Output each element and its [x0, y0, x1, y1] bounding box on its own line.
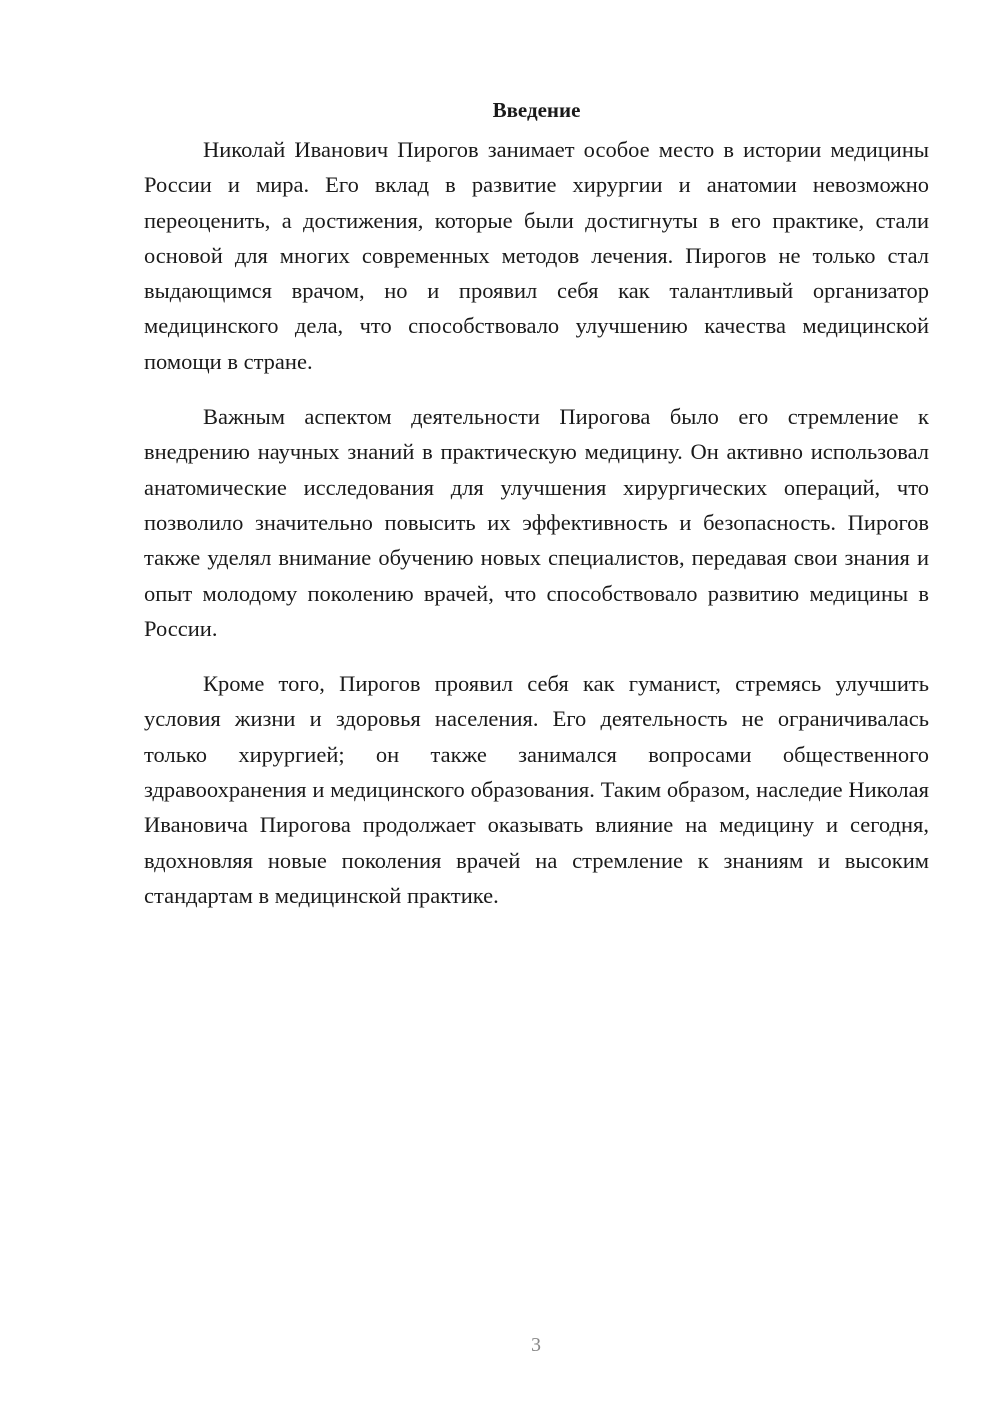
document-body [144, 92, 929, 933]
section-heading: Введение [492, 98, 581, 122]
paragraph-1: Николай Иванович Пирогов занимает особое место в истории медицины России и мира. Его вклад в развитие хирургии и анатомии невозможно переоценить, а достижения, которые были достигнуты в его практике, стали основой для многих современных методов лечения. Пирогов не только стал выдающимся врачом, но и проявил себя как талантливый организатор медицинского дела, что способствовало улучшению качества медицинской помощи в стране. [144, 137, 929, 374]
page-number: 3 [531, 1334, 541, 1356]
paragraph-2: Важным аспектом деятельности Пирогова было его стремление к внедрению научных знаний в практическую медицину. Он активно использовал анатомические исследования для улучшения хирургических операций, что позволило значительно повысить их эффективность и безопасность. Пирогов также уделял внимание обучению новых специалистов, передавая свои знания и опыт молодому поколению врачей, что способствовало развитию медицины в России. [144, 404, 929, 641]
paragraph-3: Кроме того, Пирогов проявил себя как гуманист, стремясь улучшить условия жизни и здоровья населения. Его деятельность не ограничивалась только хирургией; он также занимался вопросами общественного здравоохранения и медицинского образования. Таким образом, наследие Николая Ивановича Пирогова продолжает оказывать влияние на медицину и сегодня, вдохновляя новые поколения врачей на стремление к знаниям и высоким стандартам в медицинской практике. [144, 671, 929, 908]
